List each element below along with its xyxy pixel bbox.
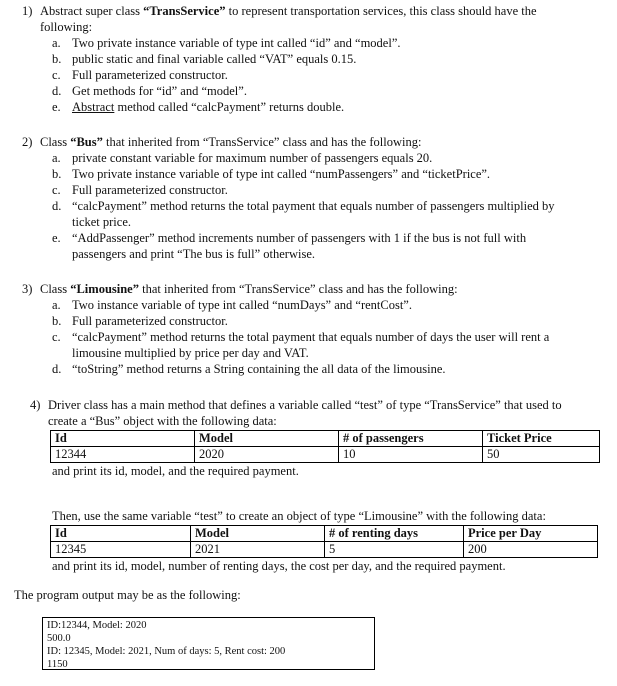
sub-item-cont: limousine multiplied by price per day and VAT. [72,346,309,360]
table-cell: 12345 [51,542,191,558]
table-header: Ticket Price [483,431,600,447]
table-header: Model [191,526,325,542]
table-cell: 12344 [51,447,195,463]
question-number: 4) [30,398,41,412]
after-table-text: and print its id, model, number of renting days, the cost per day, and the required payment. [52,559,506,573]
sub-item: c. “calcPayment” method returns the total payment that equals number of days the user will rent a [52,330,550,344]
sub-item: d. “toString” method returns a String containing the all data of the limousine. [52,362,446,376]
output-line: 500.0 [47,633,71,644]
question-text-cont: create a “Bus” object with the following data: [48,414,277,428]
table-cell: 10 [339,447,483,463]
question-text: Abstract super class “TransService” to represent transportation services, this class should have the [40,4,537,18]
question-text: Driver class has a main method that defines a variable called “test” of type “TransService” that used to [48,398,562,412]
question-3 [22,281,610,377]
sub-item: e. Abstract method called “calcPayment” returns double. [52,100,345,114]
limousine-data-table [50,525,598,558]
sub-item: d. Get methods for “id” and “model”. [52,84,247,98]
sub-item: a. private constant variable for maximum number of passengers equals 20. [52,151,433,165]
sub-item: d. “calcPayment” method returns the total payment that equals number of passengers multiplied by [52,199,555,213]
table-header: # of passengers [339,431,483,447]
question-1 [22,3,610,115]
table-header: Model [195,431,339,447]
sub-item: b. Full parameterized constructor. [52,314,228,328]
question-text: Class “Bus” that inherited from “TransService” class and has the following: [40,135,422,149]
after-table-text: and print its id, model, and the required payment. [52,464,299,478]
then-text: Then, use the same variable “test” to create an object of type “Limousine” with the following data: [52,509,546,523]
table-header: Price per Day [464,526,598,542]
output-line: ID:12344, Model: 2020 [47,620,147,631]
table-header: # of renting days [325,526,464,542]
sub-item: a. Two instance variable of type int called “numDays” and “rentCost”. [52,298,412,312]
bus-data-table [50,430,600,463]
question-number: 2) [22,135,33,149]
question-number: 3) [22,282,33,296]
sub-item: c. Full parameterized constructor. [52,68,228,82]
question-4 [30,397,617,429]
sub-item-cont: passengers and print “The bus is full” otherwise. [72,247,315,261]
question-number: 1) [22,4,33,18]
output-line: 1150 [47,659,68,670]
table-header: Id [51,526,191,542]
table-cell: 50 [483,447,600,463]
table-cell: 5 [325,542,464,558]
output-intro: The program output may be as the following: [14,588,241,602]
sub-item: a. Two private instance variable of type int called “id” and “model”. [52,36,401,50]
question-text: Class “Limousine” that inherited from “TransService” class and has the following: [40,282,458,296]
sub-item: b. public static and final variable called “VAT” equals 0.15. [52,52,357,66]
question-2 [22,134,610,262]
sub-item: b. Two private instance variable of type int called “numPassengers” and “ticketPrice”. [52,167,491,181]
table-cell: 2020 [195,447,339,463]
table-cell: 2021 [191,542,325,558]
table-header: Id [51,431,195,447]
output-line: ID: 12345, Model: 2021, Num of days: 5, Rent cost: 200 [47,646,286,657]
sub-item-cont: ticket price. [72,215,131,229]
question-text-cont: following: [40,20,93,34]
sub-item: c. Full parameterized constructor. [52,183,228,197]
table-cell: 200 [464,542,598,558]
sub-item: e. “AddPassenger” method increments number of passengers with 1 if the bus is not full with [52,231,527,245]
program-output-box [42,617,375,670]
